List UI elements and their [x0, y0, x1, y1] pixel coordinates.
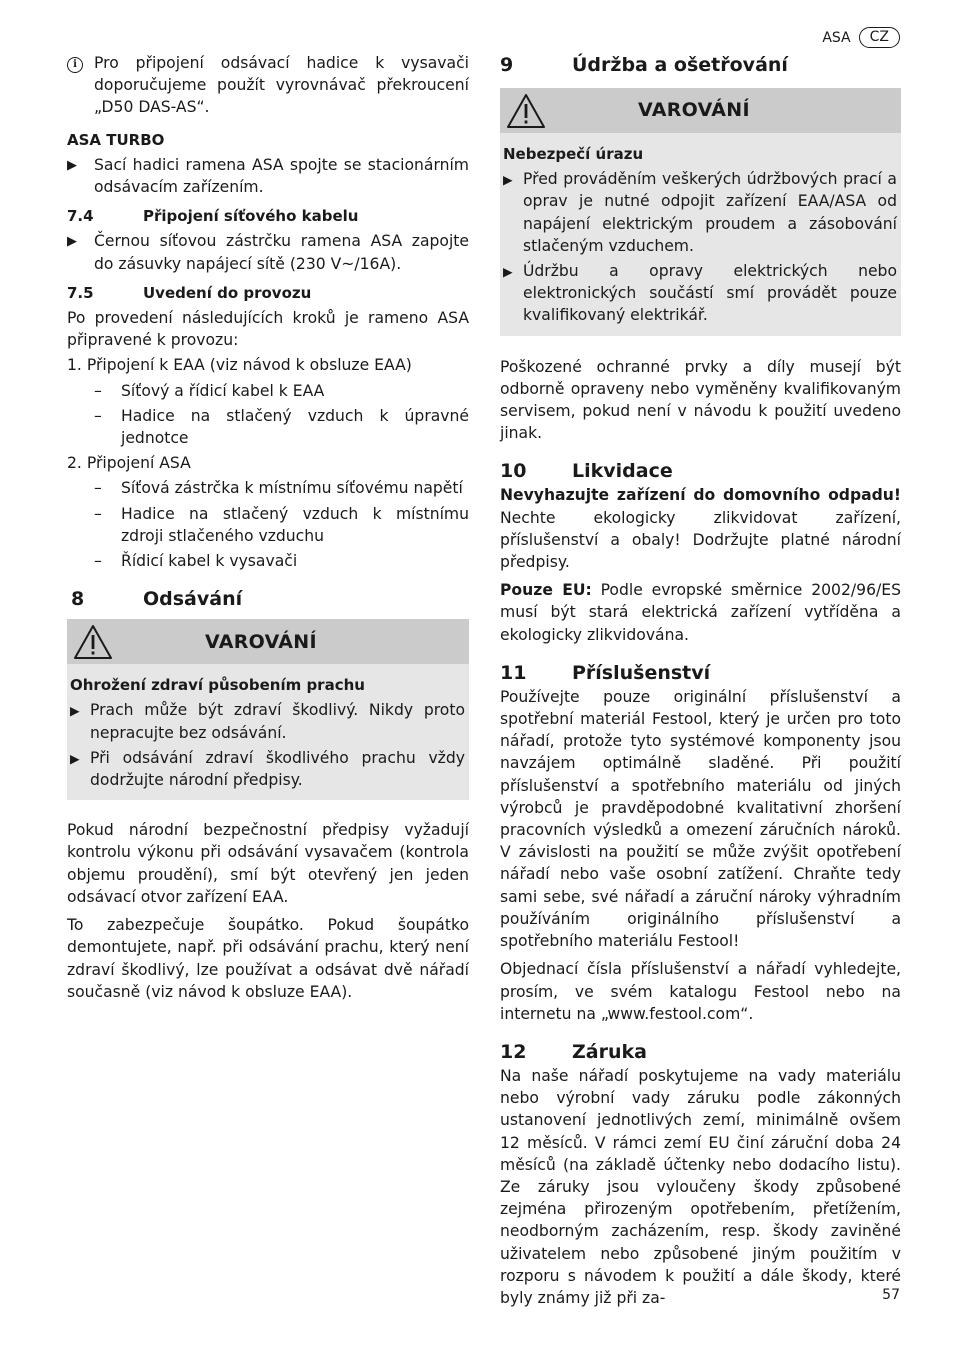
section-heading-8: 8 Odsávání — [71, 588, 243, 611]
list-item: – Síťový a řídicí kabel k EAA — [94, 381, 325, 400]
paragraph: Po provedení následujících kroků je rameno ASA připravené k provozu: — [67, 309, 469, 350]
info-note-text: Pro připojení odsávací hadice k vysavači doporučujeme použít vyrovnávač překroucení „D50 DAS-AS“. — [94, 54, 469, 117]
section-heading-7-4: 7.4 Připojení síťového kabelu — [67, 207, 359, 226]
list-item: ▶ Údržbu a opravy elektrických nebo elektronických součástí smí provádět pouze kvalifikovaný elektrikář. — [503, 260, 897, 327]
section-heading-11: 11 Příslušenství — [500, 661, 711, 684]
paragraph: Nevyhazujte zařízení do domovního odpadu! Nechte ekologicky zlikvidovat zařízení, příslušenství a obaly! Dodržujte platné národní předpisy. — [500, 486, 901, 572]
paragraph: Pouze EU: Podle evropské směrnice 2002/96/ES musí být stará elektrická zařízení vytříděna a ekologicky zlikvidována. — [500, 581, 902, 644]
list-item: – Síťová zástrčka k místnímu síťovému napětí — [94, 479, 463, 498]
info-note — [67, 52, 469, 119]
triangle-right-icon: ▶ — [70, 750, 80, 766]
paragraph: Objednací čísla příslušenství a nářadí vyhledejte, prosím, ve svém katalogu Festool nebo na internetu na „www.festool.com“. — [500, 960, 901, 1023]
paragraph: Na naše nářadí poskytujeme na vady materiálu nebo výrobní vady záruku podle zákonných ustanovení jednotlivých zemí, minimálně ovšem 12 měsíců. V rámci zemí EU činí záruční doba 24 měsíců (na základě účtenky nebo dodacího listu). Ze záruky jsou vyloučeny škody způsobené zejména přirozeným opotřebením, přetížením, neodborným zacházením, resp. škody zaviněné uživatelem nebo způsobené jiným použitím v rozporu s návodem k použití a dále škody, které byly známy již při za- — [500, 1066, 901, 1307]
warning-header — [500, 88, 901, 133]
section-heading-9: 9 Údržba a ošetřování — [500, 54, 788, 76]
list-item: – Řídicí kabel k vysavači — [94, 552, 298, 571]
list-item: – Hadice na stlačený vzduch k úpravné jednotce — [94, 406, 469, 448]
paragraph: Používejte pouze originální příslušenství a spotřební materiál Festool, který je určen pro toto nářadí, protože tyto systémové komponenty jsou navzájem optimálně sladěné. Při použití příslušenství a spotřebního materiálu od jiných výrobců je pravděpodobné kvalitativní zhoršení pracovních výsledků a omezení záručních nároků. V závislosti na použití se může zvýšit opotřebení nářadí nebo vaše osobní zatížení. Chraňte tedy sami sebe, své nářadí a záruční nároky výhradním používáním originálního příslušenství a spotřebního materiálu Festool! — [500, 687, 901, 951]
section-heading-10: 10 Likvidace — [500, 460, 673, 483]
section-heading-12: 12 Záruka — [500, 1040, 647, 1063]
page-number: 57 — [882, 1287, 900, 1303]
list-item: ▶ Černou síťovou zástrčku ramena ASA zapojte do zásuvky napájecí sítě (230 V~/16A). — [67, 230, 469, 274]
warning-title: VAROVÁNÍ — [638, 99, 750, 122]
paragraph: To zabezpečuje šoupátko. Pokud šoupátko demontujete, např. při odsávání prachu, který není zdraví škodlivý, lze používat a odsávat dvě nářadí současně (viz návod k obsluze EAA). — [67, 916, 469, 1001]
page-header — [822, 27, 900, 48]
warning-subtitle: Ohrožení zdraví působením prachu — [70, 676, 365, 695]
country-badge: CZ — [859, 27, 900, 48]
paragraph: Pokud národní bezpečnostní předpisy vyžadují kontrolu výkonu při odsávání vysavačem (kontrola objemu proudění), smí být otevřený jen jeden odsávací otvor zařízení EAA. — [67, 821, 469, 906]
warning-subtitle: Nebezpečí úrazu — [503, 145, 644, 163]
list-item: ▶ Prach může být zdraví škodlivý. Nikdy proto nepracujte bez odsávání. — [70, 699, 465, 743]
triangle-right-icon: ▶ — [70, 703, 80, 719]
list-item: ▶ Při odsávání zdraví škodlivého prachu vždy dodržujte národní předpisy. — [70, 747, 465, 791]
paragraph: Poškozené ochranné prvky a díly musejí být odborně opraveny nebo vyměněny kvalifikovaným servisem, pokud není v návodu k použití uvedeno jinak. — [500, 357, 901, 443]
warning-triangle-icon — [506, 93, 546, 129]
warning-triangle-icon — [73, 624, 113, 660]
header-label: ASA — [822, 29, 851, 46]
triangle-right-icon: ▶ — [67, 234, 77, 250]
step-label: 1. Připojení k EAA (viz návod k obsluze EAA) — [67, 356, 412, 375]
list-item: – Hadice na stlačený vzduch k místnímu zdroji stlačeného vzduchu — [94, 504, 469, 545]
warning-header — [67, 619, 469, 664]
left-column — [67, 52, 469, 1003]
triangle-right-icon: ▶ — [503, 264, 513, 280]
step-label: 2. Připojení ASA — [67, 454, 191, 473]
list-item: ▶ Před prováděním veškerých údržbových prací a oprav je nutné odpojit zařízení EAA/ASA od napájení elektrickým proudem a zásobování stlačeným vzduchem. — [503, 168, 897, 257]
triangle-right-icon: ▶ — [67, 157, 77, 173]
asa-turbo-heading: ASA TURBO — [67, 130, 165, 149]
warning-box — [500, 88, 901, 336]
warning-title: VAROVÁNÍ — [205, 630, 317, 653]
triangle-right-icon: ▶ — [503, 172, 513, 188]
info-circle-icon: i — [67, 57, 83, 73]
list-item: ▶ Sací hadici ramena ASA spojte se stacionárním odsávacím zařízením. — [67, 154, 469, 198]
section-heading-7-5: 7.5 Uvedení do provozu — [67, 283, 312, 302]
warning-box — [67, 619, 469, 800]
right-column — [500, 52, 901, 1309]
